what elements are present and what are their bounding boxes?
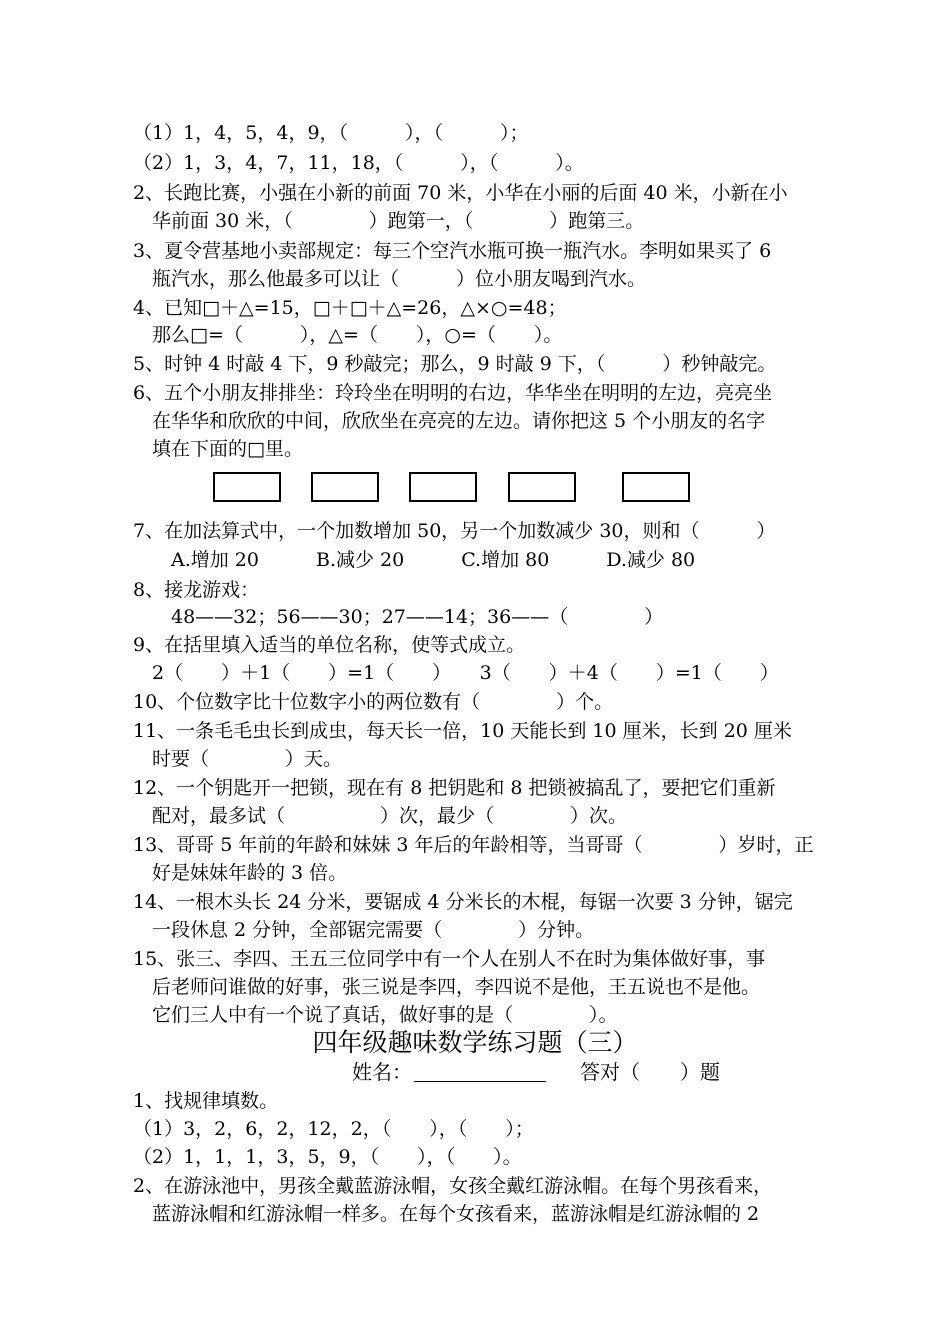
q14-line1: 14、一根木头长 24 分米，要锯成 4 分米长的木棍，每锯一次要 3 分钟，锯完 — [133, 891, 793, 913]
q9-line: 9、在括里填入适当的单位名称，使等式成立。 — [133, 634, 526, 656]
name-box — [508, 472, 576, 502]
q4-line2: 那么□=（ ），△=（ ），○=（ ）。 — [133, 324, 563, 346]
q10-line: 10、个位数字比十位数字小的两位数有（ ）个。 — [133, 691, 614, 713]
name-box — [213, 472, 281, 502]
q6-line3: 填在下面的□里。 — [133, 438, 303, 460]
q13-line2: 好是妹妹年龄的 3 倍。 — [133, 862, 348, 884]
s3-q1-part1: （1）3，2，6，2，12，2，（ ），（ ）； — [133, 1118, 534, 1140]
q4-line1: 4、已知□＋△=15，□＋□＋△=26，△×○=48； — [133, 297, 567, 319]
section-title: 四年级趣味数学练习题（三） — [312, 1028, 638, 1057]
s3-q2-line2: 蓝游泳帽和红游泳帽一样多。在每个女孩看来，蓝游泳帽是红游泳帽的 2 — [133, 1203, 760, 1225]
q15-line1: 15、张三、李四、王五三位同学中有一个人在别人不在时为集体做好事，事 — [133, 948, 766, 970]
q2-line2: 华前面 30 米，（ ）跑第一，（ ）跑第三。 — [133, 210, 645, 232]
q8-chain: 48——32；56——30；27——14；36——（ ） — [133, 606, 664, 628]
q13-line1: 13、哥哥 5 年前的年龄和妹妹 3 年后的年龄相等，当哥哥（ ）岁时，正 — [133, 834, 814, 856]
q2-line1: 2、长跑比赛，小强在小新的前面 70 米，小华在小丽的后面 40 米，小新在小 — [133, 182, 788, 204]
q1-part1: （1）1，4，5，4，9，（ ），（ ）； — [133, 122, 529, 144]
name-underline — [414, 1081, 546, 1082]
q6-line1: 6、五个小朋友排排坐：玲玲坐在明明的右边，华华坐在明明的左边，亮亮坐 — [133, 382, 773, 404]
name-score-row — [0, 1057, 950, 1087]
q15-line2: 后老师问谁做的好事，张三说是李四，李四说不是他，王五说也不是他。 — [133, 976, 761, 998]
q11-line2: 时要（ ）天。 — [133, 748, 343, 770]
name-label: 姓名： — [352, 1060, 412, 1084]
s3-q1-part2: （2）1，1，1，3，5，9，（ ），（ ）。 — [133, 1146, 522, 1168]
q12-line1: 12、一个钥匙开一把锁，现在有 8 把钥匙和 8 把锁被搞乱了，要把它们重新 — [133, 777, 776, 799]
name-box — [311, 472, 379, 502]
name-box — [409, 472, 477, 502]
name-boxes — [0, 472, 950, 502]
q5-line: 5、时钟 4 时敲 4 下，9 秒敲完；那么，9 时敲 9 下，（ ）秒钟敲完。 — [133, 353, 777, 375]
q8-line: 8、接龙游戏： — [133, 579, 260, 601]
q14-line2: 一段休息 2 分钟，全部锯完需要（ ）分钟。 — [133, 919, 595, 941]
q3-line1: 3、夏令营基地小卖部规定：每三个空汽水瓶可换一瓶汽水。李明如果买了 6 — [133, 240, 772, 262]
q11-line1: 11、一条毛毛虫长到成虫，每天长一倍，10 天能长到 10 厘米，长到 20 厘米 — [133, 720, 792, 742]
q1-part2: （2）1，3，4，7，11，18，（ ），（ ）。 — [133, 152, 584, 174]
name-box — [622, 472, 690, 502]
q7-options: A.增加 20 B.减少 20 C.增加 80 D.减少 80 — [133, 549, 696, 571]
q15-line3: 它们三人中有一个说了真话，做好事的是（ ）。 — [133, 1004, 618, 1026]
q9-equations: 2（ ）＋1（ ）=1（ ） 3（ ）＋4（ ）=1（ ） — [133, 662, 779, 684]
q6-line2: 在华华和欣欣的中间，欣欣坐在亮亮的左边。请你把这 5 个小朋友的名字 — [133, 410, 766, 432]
score-label: 答对（ ）题 — [580, 1060, 720, 1084]
s3-q1-line: 1、找规律填数。 — [133, 1090, 279, 1112]
s3-q2-line1: 2、在游泳池中，男孩全戴蓝游泳帽，女孩全戴红游泳帽。在每个男孩看来， — [133, 1175, 773, 1197]
q12-line2: 配对，最多试（ ）次，最少（ ）次。 — [133, 805, 628, 827]
q3-line2: 瓶汽水，那么他最多可以让（ ）位小朋友喝到汽水。 — [133, 268, 647, 290]
q7-line: 7、在加法算式中，一个加数增加 50，另一个加数减少 30，则和（ ） — [133, 520, 776, 542]
